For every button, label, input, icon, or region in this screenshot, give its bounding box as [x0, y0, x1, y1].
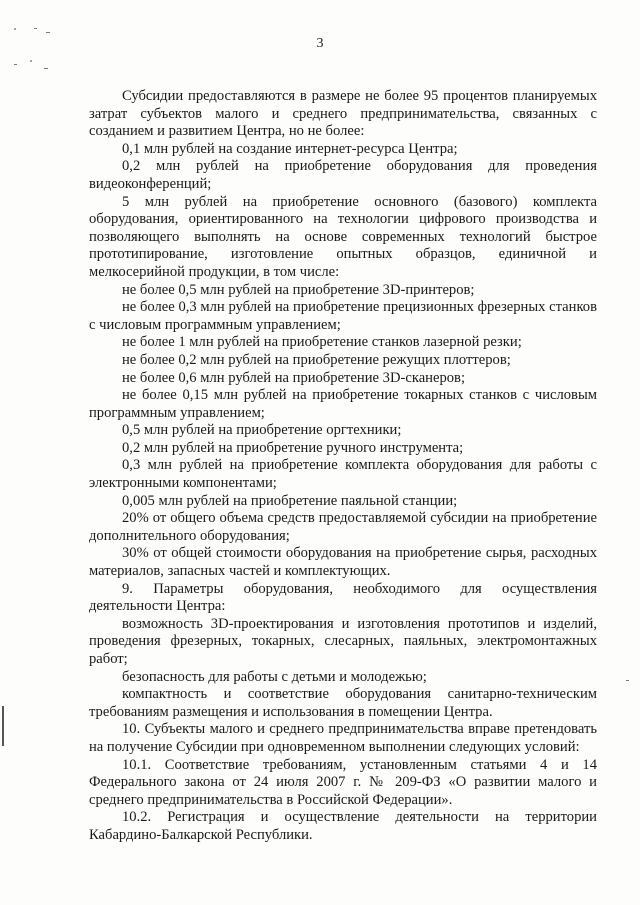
paragraph: 0,1 млн рублей на создание интернет-ресурса Центра;: [122, 140, 458, 157]
page-number: 3: [316, 36, 324, 51]
section-heading-paragraph: 9. Параметры оборудования, необходимого для осуществления деятельности Центра:: [89, 580, 597, 615]
paragraph: Субсидии предоставляются в размере не более 95 процентов планируемых затрат субъектов малого и среднего предпринимательства, связанных с созданием и развитием Центра, но не более:: [89, 88, 597, 140]
paragraph: 0,3 млн рублей на приобретение комплекта оборудования для работы с электронными компонентами;: [89, 457, 597, 492]
paragraph: не более 0,2 млн рублей на приобретение режущих плоттеров;: [122, 351, 511, 368]
paragraph: 20% от общего объема средств предоставляемой субсидии на приобретение дополнительного оборудования;: [89, 510, 597, 544]
paragraph: безопасность для работы с детьми и молодежью;: [122, 668, 427, 685]
subsection-paragraph: 10.1. Соответствие требованиям, установленным статьями 4 и 14 Федерального закона от 24 июля 2007 г. № 209-ФЗ «О развитии малого и среднего предпринимательства в Российской Федерации».: [89, 756, 597, 808]
paragraph: возможность 3D-проектирования и изготовления прототипов и изделий, проведения фрезерных, токарных, слесарных, паяльных, электромонтажных работ;: [89, 615, 597, 667]
paragraph: 0,2 млн рублей на приобретение оборудования для проведения видеоконференций;: [89, 158, 597, 192]
paragraph: не более 1 млн рублей на приобретение станков лазерной резки;: [122, 334, 522, 351]
paragraph: 0,2 млн рублей на приобретение ручного инструмента;: [122, 439, 464, 456]
paragraph: компактность и соответствие оборудования санитарно-техническим требованиям размещения и использования в помещении Центра.: [89, 686, 597, 720]
paragraph: 0,5 млн рублей на приобретение оргтехники;: [122, 422, 402, 439]
paragraph: не более 0,6 млн рублей на приобретение 3D-сканеров;: [122, 369, 466, 386]
paragraph: не более 0,5 млн рублей на приобретение 3D-принтеров;: [122, 281, 475, 298]
section-heading-paragraph: 10. Субъекты малого и среднего предпринимательства вправе претендовать на получение Субсидии при одновременном выполнении следующих условий:: [89, 721, 597, 755]
document-body: [89, 88, 597, 845]
paragraph: 5 млн рублей на приобретение основного (базового) комплекта оборудования, ориентированного на технологии цифрового производства и позволяющего выполнять на основе современных технологий быстрое прототипирование, изготовление опытных образцов, единичной и мелкосерийной продукции, в том числе:: [89, 193, 597, 280]
paragraph: не более 0,15 млн рублей на приобретение токарных станков с числовым программным управлением;: [89, 387, 597, 421]
paragraph: 0,005 млн рублей на приобретение паяльной станции;: [122, 492, 458, 509]
paragraph: не более 0,3 млн рублей на приобретение прецизионных фрезерных станков с числовым программным управлением;: [89, 299, 597, 333]
paragraph: 30% от общей стоимости оборудования на приобретение сырья, расходных материалов, запасных частей и комплектующих.: [89, 545, 597, 580]
subsection-paragraph: 10.2. Регистрация и осуществление деятельности на территории Кабардино-Балкарской Республики.: [89, 809, 597, 843]
